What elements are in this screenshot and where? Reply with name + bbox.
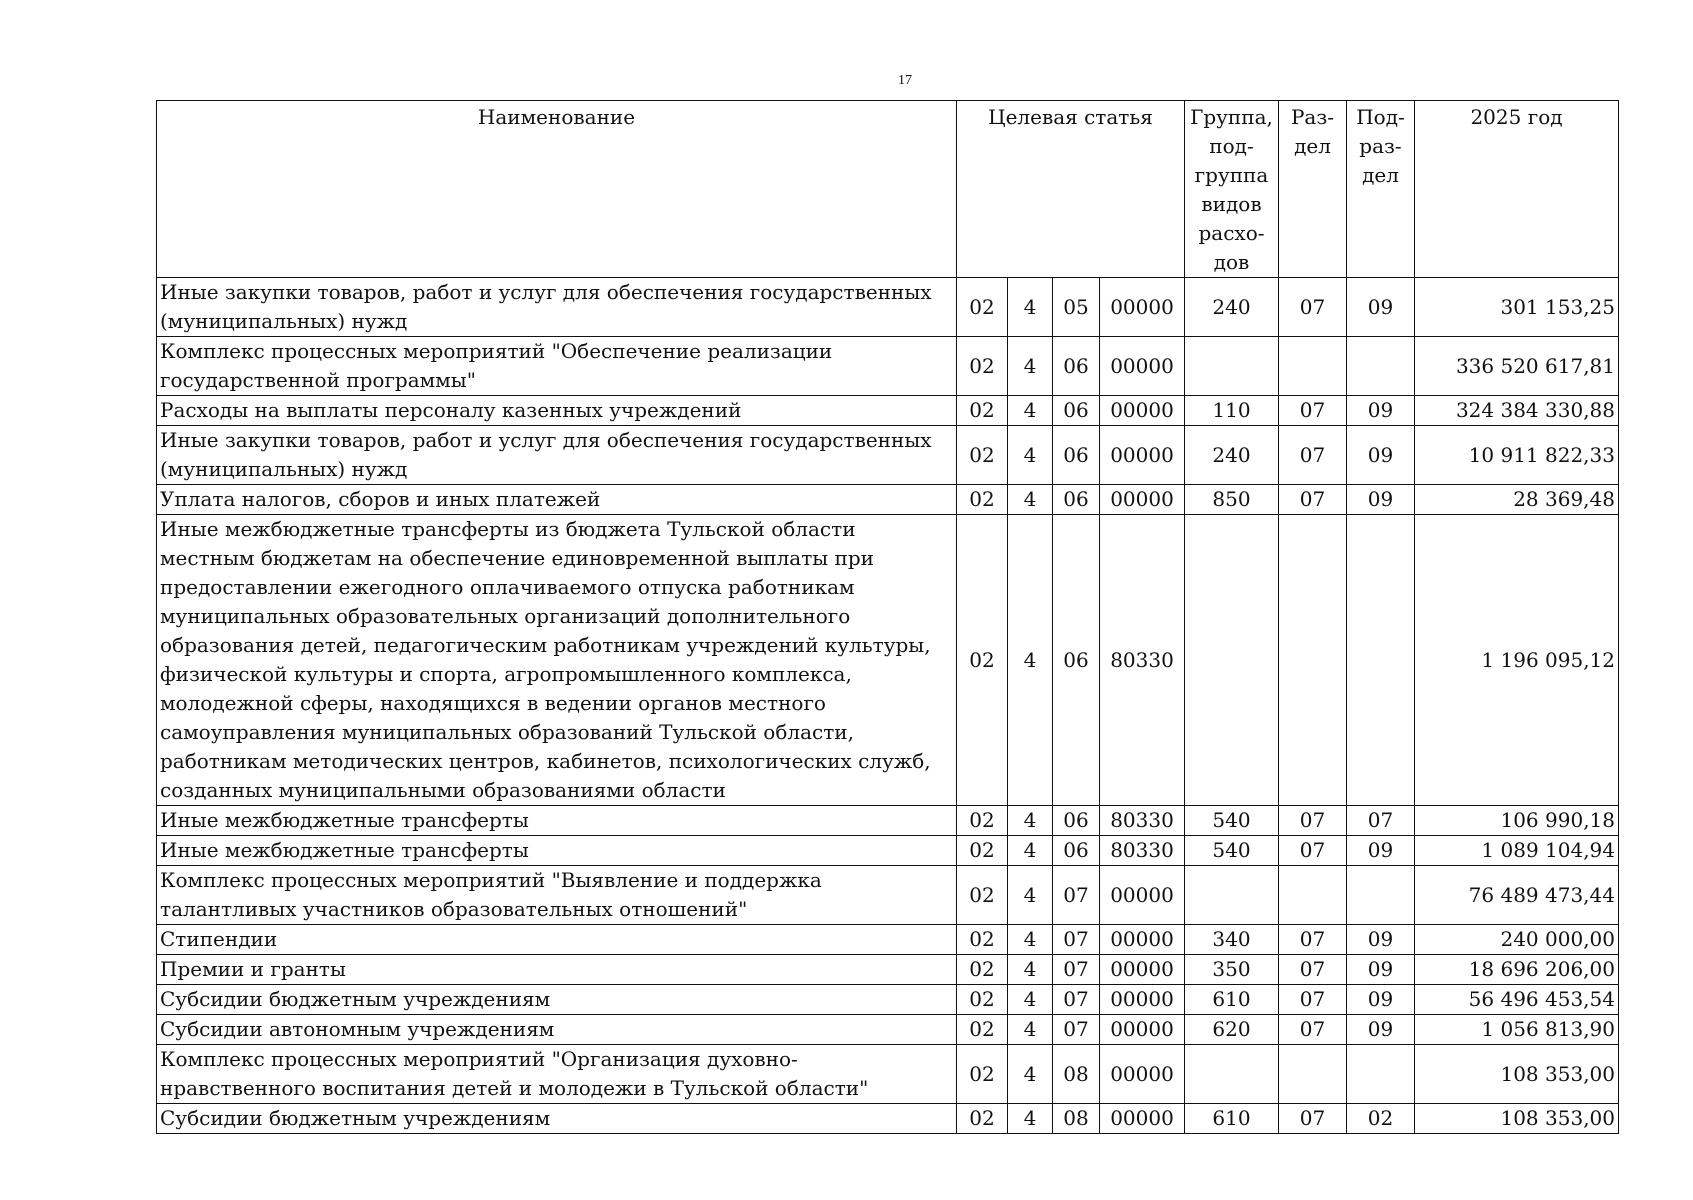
cell-direction: 00000	[1100, 925, 1185, 955]
cell-amount: 1 089 104,94	[1415, 836, 1619, 866]
cell-section: 07	[1279, 396, 1347, 426]
cell-name: Премии и гранты	[157, 955, 957, 985]
cell-section: 07	[1279, 485, 1347, 515]
cell-type: 4	[1008, 426, 1053, 485]
cell-program: 02	[957, 278, 1008, 337]
cell-expense-group: 240	[1185, 426, 1279, 485]
cell-amount: 18 696 206,00	[1415, 955, 1619, 985]
cell-subprogram: 07	[1053, 925, 1100, 955]
cell-type: 4	[1008, 925, 1053, 955]
cell-section: 07	[1279, 426, 1347, 485]
cell-subprogram: 06	[1053, 426, 1100, 485]
cell-section: 07	[1279, 806, 1347, 836]
cell-subsection	[1347, 866, 1415, 925]
cell-subsection: 09	[1347, 985, 1415, 1015]
cell-program: 02	[957, 836, 1008, 866]
cell-name: Комплекс процессных мероприятий "Организация духовно-нравственного воспитания детей и молодежи в Тульской области"	[157, 1045, 957, 1104]
cell-subsection: 09	[1347, 396, 1415, 426]
cell-section	[1279, 1045, 1347, 1104]
cell-name: Иные закупки товаров, работ и услуг для обеспечения государственных (муниципальных) нужд	[157, 278, 957, 337]
cell-type: 4	[1008, 515, 1053, 806]
cell-section: 07	[1279, 955, 1347, 985]
cell-expense-group	[1185, 515, 1279, 806]
cell-name: Расходы на выплаты персоналу казенных учреждений	[157, 396, 957, 426]
table-row	[157, 866, 1619, 925]
table-row	[157, 515, 1619, 806]
header-subsection: Под- раз- дел	[1347, 101, 1415, 278]
table-row	[157, 485, 1619, 515]
cell-direction: 00000	[1100, 1015, 1185, 1045]
cell-direction: 80330	[1100, 806, 1185, 836]
cell-amount: 10 911 822,33	[1415, 426, 1619, 485]
cell-subprogram: 05	[1053, 278, 1100, 337]
cell-amount: 76 489 473,44	[1415, 866, 1619, 925]
cell-direction: 00000	[1100, 426, 1185, 485]
cell-expense-group: 610	[1185, 985, 1279, 1015]
cell-type: 4	[1008, 1045, 1053, 1104]
table-row	[157, 955, 1619, 985]
table-row	[157, 806, 1619, 836]
cell-subprogram: 06	[1053, 485, 1100, 515]
cell-expense-group: 850	[1185, 485, 1279, 515]
cell-subprogram: 07	[1053, 955, 1100, 985]
cell-name: Субсидии бюджетным учреждениям	[157, 985, 957, 1015]
cell-expense-group: 110	[1185, 396, 1279, 426]
cell-section	[1279, 515, 1347, 806]
cell-amount: 1 056 813,90	[1415, 1015, 1619, 1045]
cell-expense-group	[1185, 866, 1279, 925]
cell-subprogram: 07	[1053, 985, 1100, 1015]
cell-subprogram: 07	[1053, 866, 1100, 925]
cell-subprogram: 06	[1053, 806, 1100, 836]
cell-amount: 336 520 617,81	[1415, 337, 1619, 396]
cell-direction: 00000	[1100, 396, 1185, 426]
cell-section: 07	[1279, 836, 1347, 866]
cell-subsection	[1347, 337, 1415, 396]
cell-name: Иные межбюджетные трансферты из бюджета Тульской области местным бюджетам на обеспечение единовременной выплаты при предоставлении ежегодного оплачиваемого отпуска работникам муниципальных образовательных организаций дополнительного образования детей, педагогическим работникам учреждений культуры, физической культуры и спорта, агропромышленного комплекса, молодежной сферы, находящихся в ведении органов местного самоуправления муниципальных образований Тульской области, работникам методических центров, кабинетов, психологических служб, созданных муниципальными образованиями области	[157, 515, 957, 806]
cell-subsection: 09	[1347, 955, 1415, 985]
table-row	[157, 836, 1619, 866]
cell-subprogram: 06	[1053, 515, 1100, 806]
cell-name: Комплекс процессных мероприятий "Обеспечение реализации государственной программы"	[157, 337, 957, 396]
cell-amount: 106 990,18	[1415, 806, 1619, 836]
header-year: 2025 год	[1415, 101, 1619, 278]
cell-subsection: 09	[1347, 485, 1415, 515]
table-row	[157, 1045, 1619, 1104]
cell-subsection	[1347, 515, 1415, 806]
cell-type: 4	[1008, 1015, 1053, 1045]
cell-program: 02	[957, 337, 1008, 396]
cell-type: 4	[1008, 985, 1053, 1015]
cell-name: Иные межбюджетные трансферты	[157, 836, 957, 866]
header-row	[157, 101, 1619, 278]
table-row	[157, 985, 1619, 1015]
cell-type: 4	[1008, 836, 1053, 866]
cell-subprogram: 06	[1053, 396, 1100, 426]
cell-direction: 00000	[1100, 337, 1185, 396]
cell-subsection: 07	[1347, 806, 1415, 836]
header-section: Раз- дел	[1279, 101, 1347, 278]
cell-subsection: 02	[1347, 1104, 1415, 1134]
cell-subsection: 09	[1347, 278, 1415, 337]
cell-direction: 00000	[1100, 485, 1185, 515]
cell-program: 02	[957, 1104, 1008, 1134]
cell-amount: 56 496 453,54	[1415, 985, 1619, 1015]
table-row	[157, 396, 1619, 426]
cell-amount: 108 353,00	[1415, 1045, 1619, 1104]
cell-subsection: 09	[1347, 426, 1415, 485]
cell-direction: 80330	[1100, 836, 1185, 866]
cell-type: 4	[1008, 955, 1053, 985]
cell-subprogram: 06	[1053, 337, 1100, 396]
cell-amount: 1 196 095,12	[1415, 515, 1619, 806]
table-row	[157, 426, 1619, 485]
cell-expense-group: 610	[1185, 1104, 1279, 1134]
header-target-article: Целевая статья	[957, 101, 1185, 278]
cell-section: 07	[1279, 1104, 1347, 1134]
cell-subsection: 09	[1347, 836, 1415, 866]
cell-amount: 240 000,00	[1415, 925, 1619, 955]
cell-amount: 108 353,00	[1415, 1104, 1619, 1134]
cell-name: Комплекс процессных мероприятий "Выявление и поддержка талантливых участников образовательных отношений"	[157, 866, 957, 925]
cell-amount: 28 369,48	[1415, 485, 1619, 515]
cell-expense-group	[1185, 1045, 1279, 1104]
cell-section: 07	[1279, 1015, 1347, 1045]
cell-name: Субсидии автономным учреждениям	[157, 1015, 957, 1045]
cell-name: Иные закупки товаров, работ и услуг для обеспечения государственных (муниципальных) нужд	[157, 426, 957, 485]
cell-subprogram: 08	[1053, 1104, 1100, 1134]
cell-section: 07	[1279, 925, 1347, 955]
cell-type: 4	[1008, 278, 1053, 337]
header-expense-group: Группа, под- группа видов расхо- дов	[1185, 101, 1279, 278]
cell-direction: 00000	[1100, 278, 1185, 337]
cell-program: 02	[957, 396, 1008, 426]
table-row	[157, 925, 1619, 955]
cell-type: 4	[1008, 866, 1053, 925]
cell-direction: 00000	[1100, 955, 1185, 985]
cell-subprogram: 06	[1053, 836, 1100, 866]
cell-amount: 301 153,25	[1415, 278, 1619, 337]
budget-table	[156, 100, 1619, 1134]
cell-program: 02	[957, 426, 1008, 485]
header-name: Наименование	[157, 101, 957, 278]
cell-expense-group: 340	[1185, 925, 1279, 955]
cell-expense-group: 620	[1185, 1015, 1279, 1045]
cell-section: 07	[1279, 278, 1347, 337]
cell-expense-group: 350	[1185, 955, 1279, 985]
cell-program: 02	[957, 1045, 1008, 1104]
cell-program: 02	[957, 1015, 1008, 1045]
table-body	[157, 278, 1619, 1134]
cell-expense-group: 240	[1185, 278, 1279, 337]
cell-amount: 324 384 330,88	[1415, 396, 1619, 426]
table-row	[157, 278, 1619, 337]
cell-expense-group: 540	[1185, 806, 1279, 836]
cell-subsection: 09	[1347, 1015, 1415, 1045]
cell-type: 4	[1008, 337, 1053, 396]
cell-name: Субсидии бюджетным учреждениям	[157, 1104, 957, 1134]
cell-section: 07	[1279, 985, 1347, 1015]
cell-subprogram: 08	[1053, 1045, 1100, 1104]
cell-type: 4	[1008, 806, 1053, 836]
cell-subprogram: 07	[1053, 1015, 1100, 1045]
table-row	[157, 1104, 1619, 1134]
cell-program: 02	[957, 985, 1008, 1015]
cell-type: 4	[1008, 485, 1053, 515]
cell-program: 02	[957, 485, 1008, 515]
cell-type: 4	[1008, 396, 1053, 426]
page-number: 17	[898, 73, 912, 88]
cell-section	[1279, 337, 1347, 396]
cell-expense-group: 540	[1185, 836, 1279, 866]
cell-expense-group	[1185, 337, 1279, 396]
cell-subsection: 09	[1347, 925, 1415, 955]
cell-program: 02	[957, 806, 1008, 836]
cell-direction: 00000	[1100, 1045, 1185, 1104]
table-row	[157, 1015, 1619, 1045]
cell-name: Стипендии	[157, 925, 957, 955]
cell-program: 02	[957, 925, 1008, 955]
cell-program: 02	[957, 866, 1008, 925]
cell-subsection	[1347, 1045, 1415, 1104]
cell-program: 02	[957, 955, 1008, 985]
table-row	[157, 337, 1619, 396]
cell-direction: 00000	[1100, 866, 1185, 925]
cell-direction: 00000	[1100, 985, 1185, 1015]
cell-direction: 80330	[1100, 515, 1185, 806]
cell-type: 4	[1008, 1104, 1053, 1134]
cell-program: 02	[957, 515, 1008, 806]
cell-name: Иные межбюджетные трансферты	[157, 806, 957, 836]
cell-section	[1279, 866, 1347, 925]
cell-name: Уплата налогов, сборов и иных платежей	[157, 485, 957, 515]
cell-direction: 00000	[1100, 1104, 1185, 1134]
